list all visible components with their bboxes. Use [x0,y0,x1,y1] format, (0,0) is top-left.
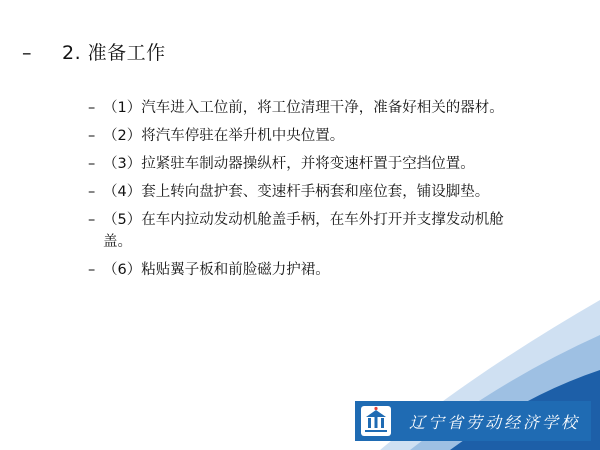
bullet-dash: – [88,100,96,116]
bullet-dash: – [88,128,96,144]
bullet-item [88,153,528,175]
bullet-item [88,181,528,203]
bullet-dash: – [88,184,96,200]
bullet-dash: – [88,212,96,228]
bullet-dash: – [88,262,96,278]
bullet-dash: – [88,156,96,172]
school-emblem-icon [357,403,395,439]
bullet-text: （5）在车内拉动发动机舱盖手柄，在车外打开并支撑发动机舱盖。 [103,212,504,250]
heading-text: 2. 准备工作 [62,42,166,64]
bullet-text: （4）套上转向盘护套、变速杆手柄套和座位套，铺设脚垫。 [103,184,490,200]
bullet-text: （1）汽车进入工位前，将工位清理干净，准备好相关的器材。 [103,100,504,116]
school-name: 辽宁省劳动经济学校 [409,412,581,432]
bullet-text: （2）将汽车停驻在举升机中央位置。 [103,128,345,144]
bullet-text: （6）粘贴翼子板和前脸磁力护裙。 [103,262,330,278]
heading-dash: – [22,42,32,64]
footer-banner [355,401,591,441]
bullet-item [88,97,528,119]
bullet-item [88,209,528,253]
bullet-item [88,125,528,147]
bullet-list [88,97,528,287]
slide-heading [22,38,166,65]
bullet-item [88,259,528,281]
bullet-text: （3）拉紧驻车制动器操纵杆，并将变速杆置于空挡位置。 [103,156,475,172]
